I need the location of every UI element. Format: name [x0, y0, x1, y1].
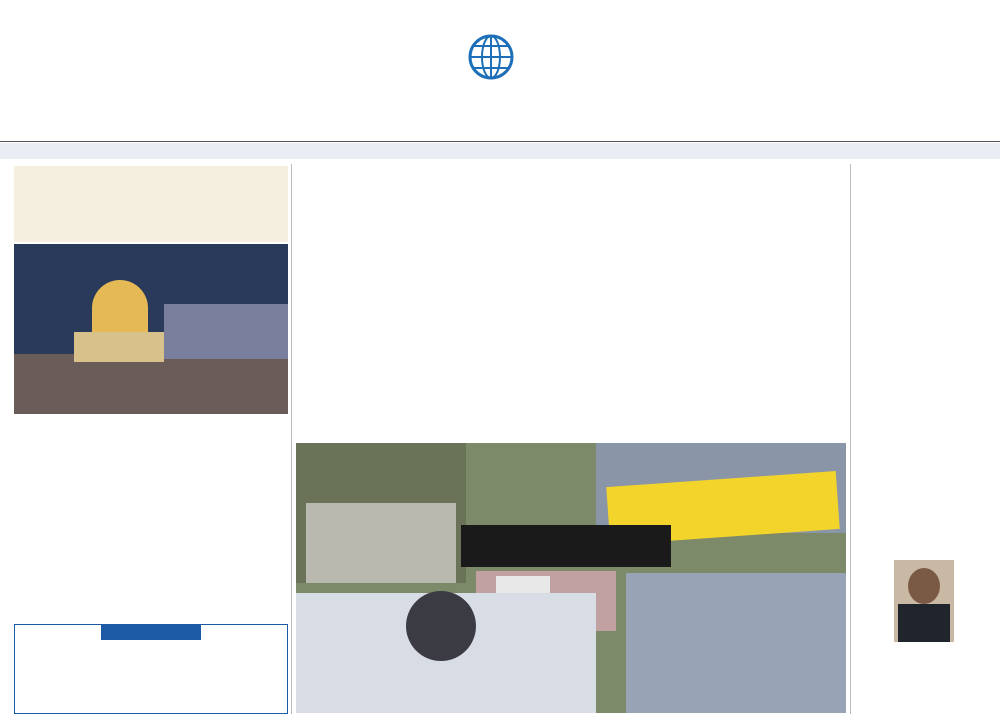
- profile-suit: [898, 604, 950, 642]
- masthead-left-story[interactable]: [8, 4, 290, 8]
- protest-photo: [296, 443, 846, 713]
- photo-crowd-right: [626, 573, 846, 713]
- photo-board: [306, 503, 456, 583]
- photo-crowd: [14, 354, 288, 414]
- shrine-greeting: [14, 166, 288, 242]
- trump-story[interactable]: [14, 420, 288, 424]
- globe-icon: [468, 34, 514, 80]
- lead-story[interactable]: [296, 164, 846, 166]
- profile-photo: [894, 560, 954, 642]
- shrine-photo: [14, 244, 288, 414]
- divider: [0, 141, 1000, 142]
- shrine-dome: [92, 280, 148, 336]
- profile-story[interactable]: [854, 560, 992, 714]
- shrine-portico: [74, 332, 164, 362]
- shrine-courtyard: [164, 304, 288, 359]
- masthead-right-story[interactable]: [710, 4, 992, 8]
- memo-badge: [101, 624, 201, 640]
- divider: [850, 164, 851, 714]
- profile-face: [908, 568, 940, 604]
- photo-person: [406, 591, 476, 661]
- date-bar: [0, 143, 1000, 159]
- masthead-logo: [360, 22, 560, 132]
- right-column: [854, 166, 992, 566]
- memo-box[interactable]: [14, 624, 288, 714]
- photo-title-banner: [461, 525, 671, 567]
- divider: [291, 164, 292, 714]
